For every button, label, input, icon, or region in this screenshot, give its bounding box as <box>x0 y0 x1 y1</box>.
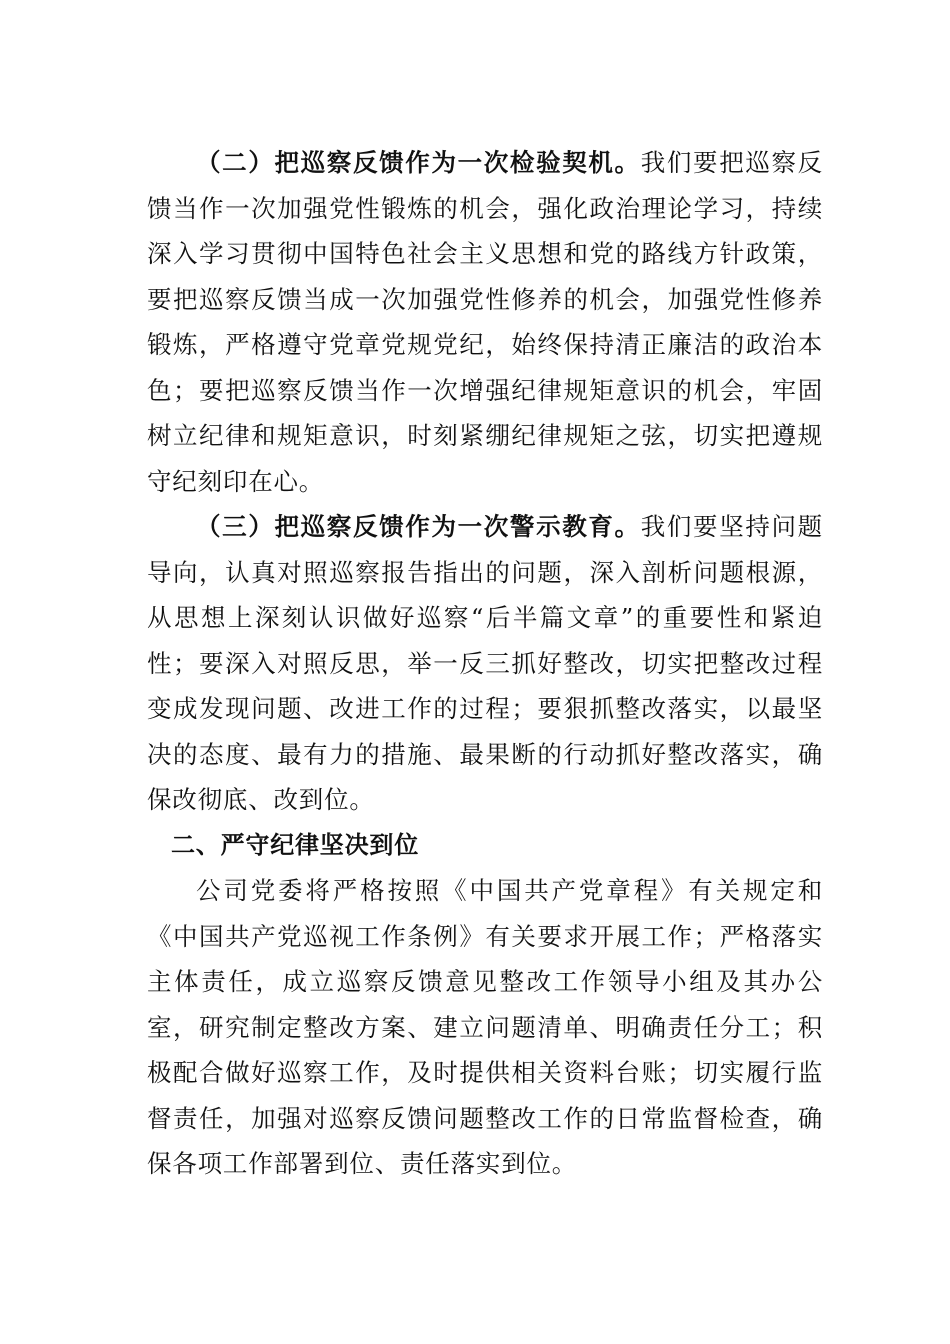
section-heading: 二、严守纪律坚决到位 <box>171 830 419 859</box>
paragraph-3-text: 我们要坚持问题导向，认真对照巡察报告指出的问题，深入剖析问题根源，从思想上深刻认识做好巡察“后半篇文章”的重要性和紧迫性；要深入对照反思，举一反三抓好整改，切实把整改过程变成发现问题、改进工作的过程；要狠抓整改落实，以最坚决的态度、最有力的措施、最果断的行动抓好整改落实，确保改彻底、改到位。 <box>147 512 823 814</box>
document-body <box>147 140 823 1187</box>
paragraph-3-lead: （三）把巡察反馈作为一次警示教育。 <box>196 512 641 541</box>
paragraph-2-lead: （二）把巡察反馈作为一次检验契机。 <box>196 148 641 177</box>
paragraph-2 <box>147 140 823 504</box>
final-paragraph: 公司党委将严格按照《中国共产党章程》有关规定和《中国共产党巡视工作条例》有关要求开展工作；严格落实主体责任，成立巡察反馈意见整改工作领导小组及其办公室，研究制定整改方案、建立问题清单、明确责任分工；积极配合做好巡察工作，及时提供相关资料台账；切实履行监督责任，加强对巡察反馈问题整改工作的日常监督检查，确保各项工作部署到位、责任落实到位。 <box>147 876 823 1178</box>
paragraph-3 <box>147 504 823 823</box>
paragraph-2-text: 我们要把巡察反馈当作一次加强党性锻炼的机会，强化政治理论学习，持续深入学习贯彻中国特色社会主义思想和党的路线方针政策，要把巡察反馈当成一次加强党性修养的机会，加强党性修养锻炼，严格遵守党章党规党纪，始终保持清正廉洁的政治本色；要把巡察反馈当作一次增强纪律规矩意识的机会，牢固树立纪律和规矩意识，时刻紧绷纪律规矩之弦，切实把遵规守纪刻印在心。 <box>147 148 823 496</box>
